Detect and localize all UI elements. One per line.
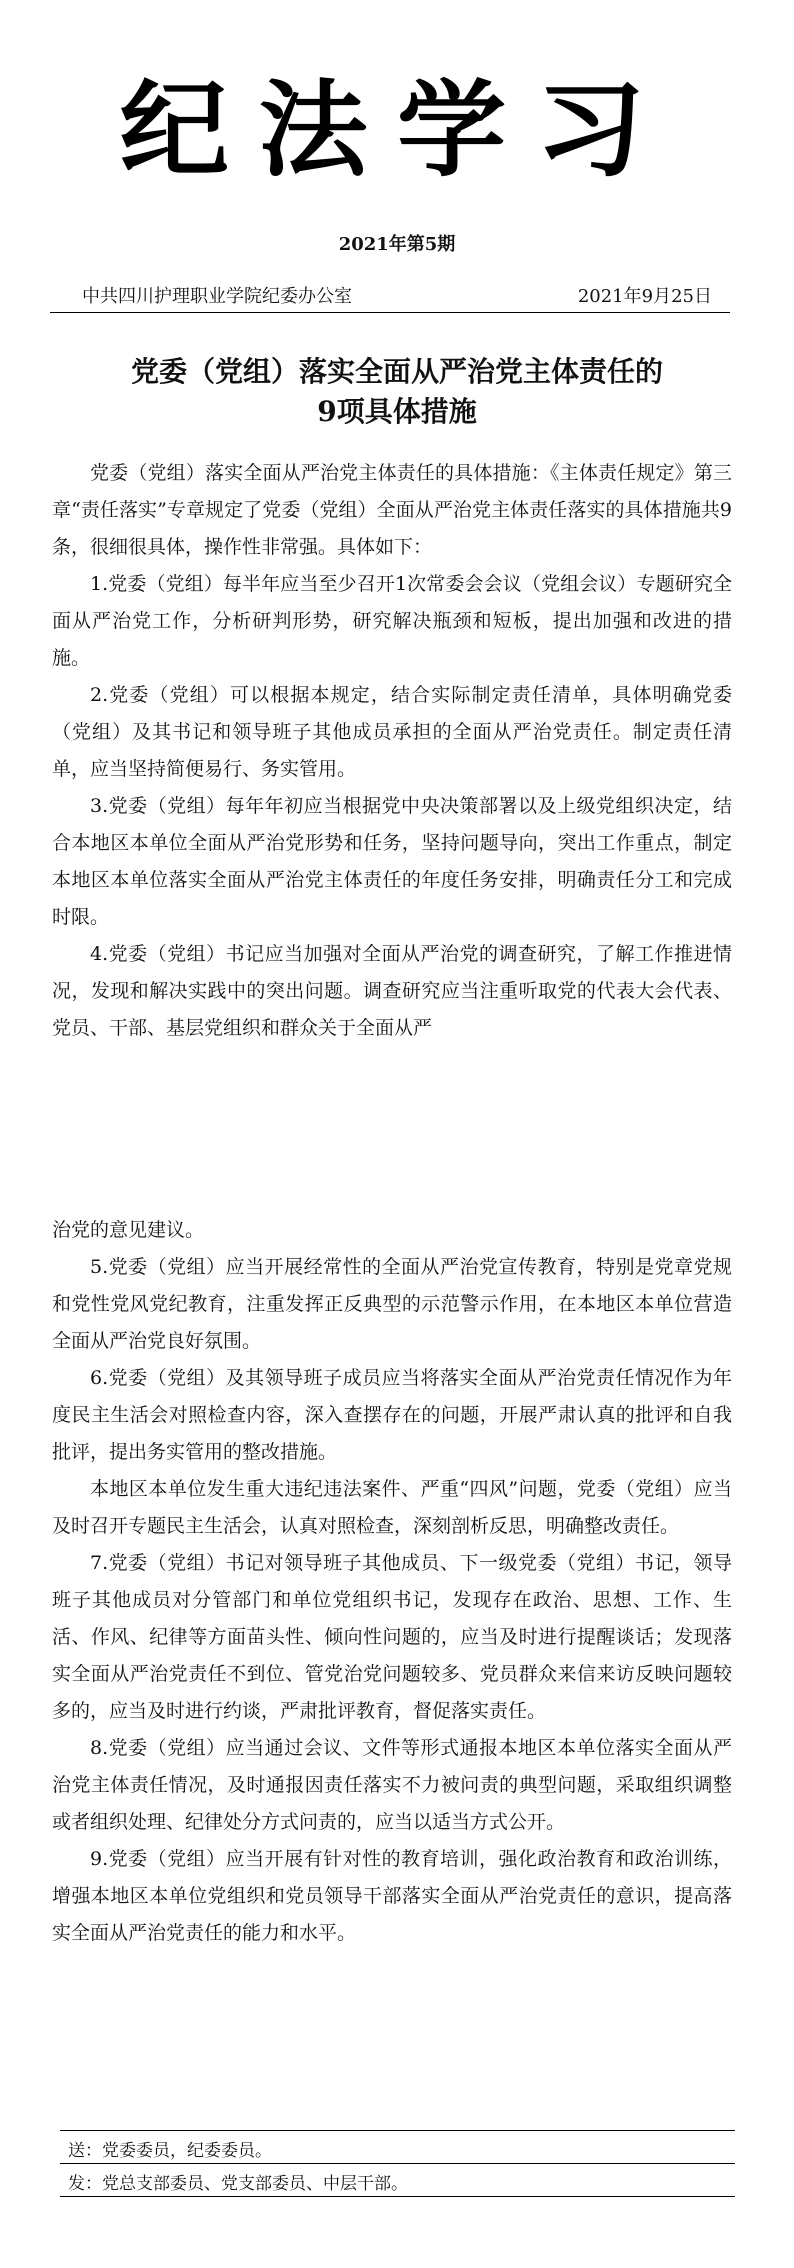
- paragraph: 3.党委（党组）每年年初应当根据党中央决策部署以及上级党组织决定，结合本地区本单位全面从严治党形势和任务，坚持问题导向，突出工作重点，制定本地区本单位落实全面从严治党主体责任的年度任务安排，明确责任分工和完成时限。: [52, 795, 732, 928]
- paragraph: 7.党委（党组）书记对领导班子其他成员、下一级党委（党组）书记，领导班子其他成员对分管部门和单位党组织书记，发现存在政治、思想、工作、生活、作风、纪律等方面苗头性、倾向性问题的，应当及时进行提醒谈话；发现落实全面从严治党责任不到位、管党治党问题较多、党员群众来信来访反映问题较多的，应当及时进行约谈，严肃批评教育，督促落实责任。: [52, 1552, 732, 1722]
- header-divider: [50, 312, 730, 313]
- issue-date: 2021年9月25日: [577, 286, 712, 307]
- paragraph: 9.党委（党组）应当开展有针对性的教育培训，强化政治教育和政治训练，增强本地区本单位党组织和党员领导干部落实全面从严治党责任的意识，提高落实全面从严治党责任的能力和水平。: [52, 1848, 732, 1944]
- paragraph: 6.党委（党组）及其领导班子成员应当将落实全面从严治党责任情况作为年度民主生活会对照检查内容，深入查摆存在的问题，开展严肃认真的批评和自我批评，提出务实管用的整改措施。: [52, 1367, 732, 1463]
- paragraph: 1.党委（党组）每半年应当至少召开1次常委会会议（党组会议）专题研究全面从严治党工作，分析研判形势，研究解决瓶颈和短板，提出加强和改进的措施。: [52, 573, 732, 669]
- article-body-part2: [52, 1212, 732, 1952]
- paragraph: 党委（党组）落实全面从严治党主体责任的具体措施：《主体责任规定》第三章“责任落实”专章规定了党委（党组）全面从严治党主体责任落实的具体措施共9条，很细很具体，操作性非常强。具体如下：: [52, 462, 732, 558]
- footer-divider-top: [60, 2130, 735, 2131]
- paragraph-continuation: 治党的意见建议。: [52, 1219, 205, 1241]
- article-title: [60, 352, 734, 432]
- paragraph: 本地区本单位发生重大违纪违法案件、严重“四风”问题，党委（党组）应当及时召开专题民主生活会，认真对照检查，深刻剖析反思，明确整改责任。: [52, 1478, 732, 1537]
- paragraph: 5.党委（党组）应当开展经常性的全面从严治党宣传教育，特别是党章党规和党性党风党纪教育，注重发挥正反典型的示范警示作用，在本地区本单位营造全面从严治党良好氛围。: [52, 1256, 732, 1352]
- footer-divider-bottom: [60, 2196, 735, 2197]
- masthead-title: 纪法学习: [119, 68, 675, 191]
- issue-number: 2021年第5期: [338, 234, 456, 255]
- article-body-part1: [52, 455, 732, 1047]
- distribution-send: 送：党委委员，纪委委员。: [68, 2141, 272, 2161]
- issuer-name: 中共四川护理职业学院纪委办公室: [82, 286, 352, 307]
- issuer-row: [82, 282, 712, 308]
- footer-divider-middle: [60, 2163, 735, 2164]
- distribution-issue: 发：党总支部委员、党支部委员、中层干部。: [68, 2174, 408, 2194]
- paragraph: 4.党委（党组）书记应当加强对全面从严治党的调查研究，了解工作推进情况，发现和解决实践中的突出问题。调查研究应当注重听取党的代表大会代表、党员、干部、基层党组织和群众关于全面从严: [52, 943, 732, 1039]
- paragraph: 8.党委（党组）应当通过会议、文件等形式通报本地区本单位落实全面从严治党主体责任情况，及时通报因责任落实不力被问责的典型问题，采取组织调整或者组织处理、纪律处分方式问责的，应当以适当方式公开。: [52, 1737, 732, 1833]
- paragraph: 2.党委（党组）可以根据本规定，结合实际制定责任清单，具体明确党委（党组）及其书记和领导班子其他成员承担的全面从严治党责任。制定责任清单，应当坚持简便易行、务实管用。: [52, 684, 732, 780]
- title-line-2: 9项具体措施: [317, 395, 477, 428]
- title-line-1: 党委（党组）落实全面从严治党主体责任的: [130, 355, 663, 388]
